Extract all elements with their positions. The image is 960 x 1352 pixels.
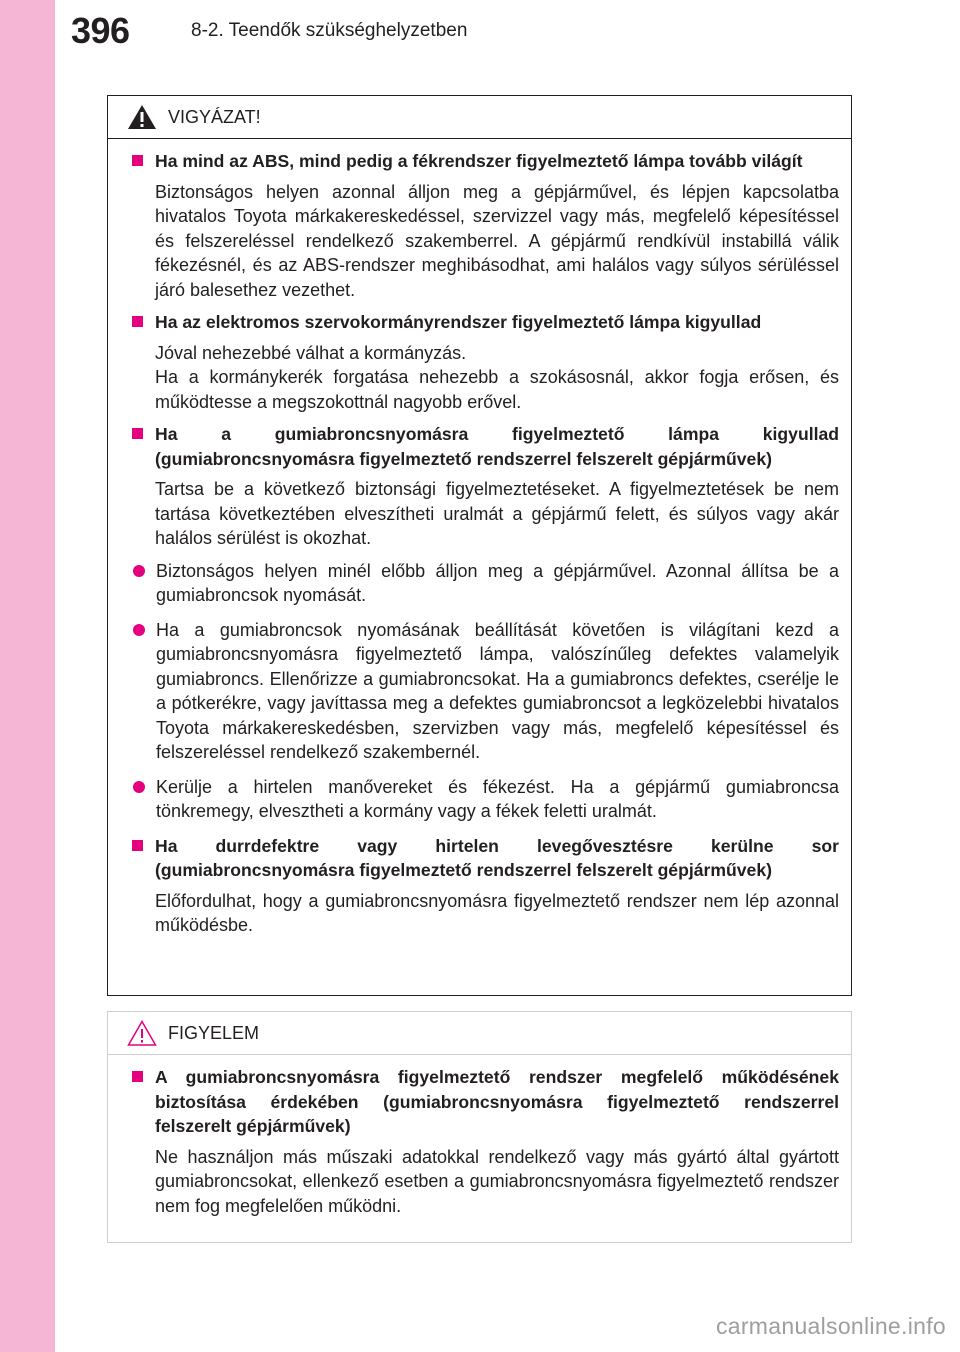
bullet-text: Biztonságos helyen minél előbb álljon meg a gépjárművel. Azonnal állítsa be a gumiabroncsok nyomását. [156,560,839,605]
section-heading [131,422,839,471]
body-paragraph: Előfordulhat, hogy a gumiabroncsnyomásra figyelmeztető rendszer nem lép azonnal működésbe. [155,890,839,935]
square-bullet-icon [132,155,143,166]
round-bullet-icon [133,624,145,636]
bullet-item [131,775,839,824]
notice-body [108,1055,851,1218]
bullet-text: Ha a gumiabroncsok nyomásának beállítását követően is világítani kezd a gumiabroncsnyomásra figyelmeztető lámpa, valószínűleg defektes valamelyik gumiabroncs. Ellenőrizze a gumiabroncsokat. Ha a gumiabroncs defektes, cserélje le a pótkerékre, vagy javíttassa meg a defektes gumiabroncsot a legközelebbi hivatalos Toyota márkakereskedésben, szervizben vagy más, megfelelő képesítéssel és felszereléssel rendelkező szakembernél. [156,619,839,762]
square-bullet-icon [132,840,143,851]
section-heading-text: A gumiabroncsnyomásra figyelmeztető rendszer megfelelő működésének biztosítása érdekében (gumiabroncsnyomásra figyelmeztető rendszerrel felszerelt gépjárművek) [155,1067,839,1136]
body-paragraph: Tartsa be a következő biztonsági figyelmeztetéseket. A figyelmeztetések be nem tartása következtében elveszítheti uralmát a gépjármű felett, és súlyos vagy akár halálos sérülést is okozhat. [155,479,839,548]
warning-triangle-icon [127,104,157,130]
square-bullet-icon [132,1071,143,1082]
watermark: carmanualsonline.info [715,1313,946,1339]
section-heading-text: Ha az elektromos szervokormányrendszer figyelmeztető lámpa kigyullad [155,312,762,332]
notice-box [107,1011,852,1243]
section-item [131,422,839,824]
page-number: 396 [71,10,130,51]
square-bullet-icon [132,316,143,327]
section-item [131,1065,839,1218]
notice-triangle-icon [127,1020,157,1046]
body-paragraph: Ne használjon más műszaki adatokkal rendelkező vagy más gyártó által gyártott gumiabroncsokat, ellenkező esetben a gumiabroncsnyomásra figyelmeztető rendszer nem fog megfelelően működni. [155,1146,839,1216]
left-margin-band [0,0,55,1352]
notice-header [108,1012,851,1055]
caution-box [107,95,852,996]
section-heading [131,149,839,174]
section-heading [131,1065,839,1139]
bullet-item [131,618,839,765]
caution-label: VIGYÁZAT! [168,107,261,127]
section-heading-text: Ha durrdefektre vagy hirtelen levegővesztésre kerülne sor (gumiabroncsnyomásra figyelmeztető rendszerrel felszerelt gépjárművek) [155,835,839,880]
section-item [131,149,839,302]
section-heading [131,310,839,335]
section-heading-text: Ha a gumiabroncsnyomásra figyelmeztető lámpa kigyullad (gumiabroncsnyomásra figyelmeztető rendszerrel felszerelt gépjárművek) [155,424,839,469]
round-bullet-icon [133,781,145,793]
caution-header [108,96,851,139]
body-paragraph: Biztonságos helyen azonnal álljon meg a gépjárművel, és lépjen kapcsolatba hivatalos Toyota márkakereskedéssel, szervizzel vagy más, megfelelő képesítéssel és felszereléssel rendelkező szakemberrel. A gépjármű rendkívül instabillá válik fékezésnél, és az ABS-rendszer meghibásodhat, ami halálos vagy súlyos sérüléssel járó balesethez vezethet. [155,181,839,300]
section-item [131,834,839,938]
section-heading-text: Ha mind az ABS, mind pedig a fékrendszer figyelmeztető lámpa tovább világít [155,151,803,171]
square-bullet-icon [132,428,143,439]
section-heading [131,834,839,883]
caution-body [108,139,851,938]
bullet-item [131,559,839,608]
body-paragraph: Jóval nehezebbé válhat a kormányzás. Ha a kormánykerék forgatása nehezebb a szokásosnál, akkor fogja erősen, és működtesse a megszokottnál nagyobb erővel. [155,342,839,412]
notice-label: FIGYELEM [168,1023,260,1043]
bullet-text: Kerülje a hirtelen manővereket és fékezést. Ha a gépjármű gumiabroncsa tönkremegy, elvesztheti a kormány vagy a fékek feletti uralmát. [156,776,839,821]
section-title: 8-2. Teendők szükséghelyzetben [191,20,468,41]
round-bullet-icon [133,565,145,577]
section-item [131,310,839,414]
